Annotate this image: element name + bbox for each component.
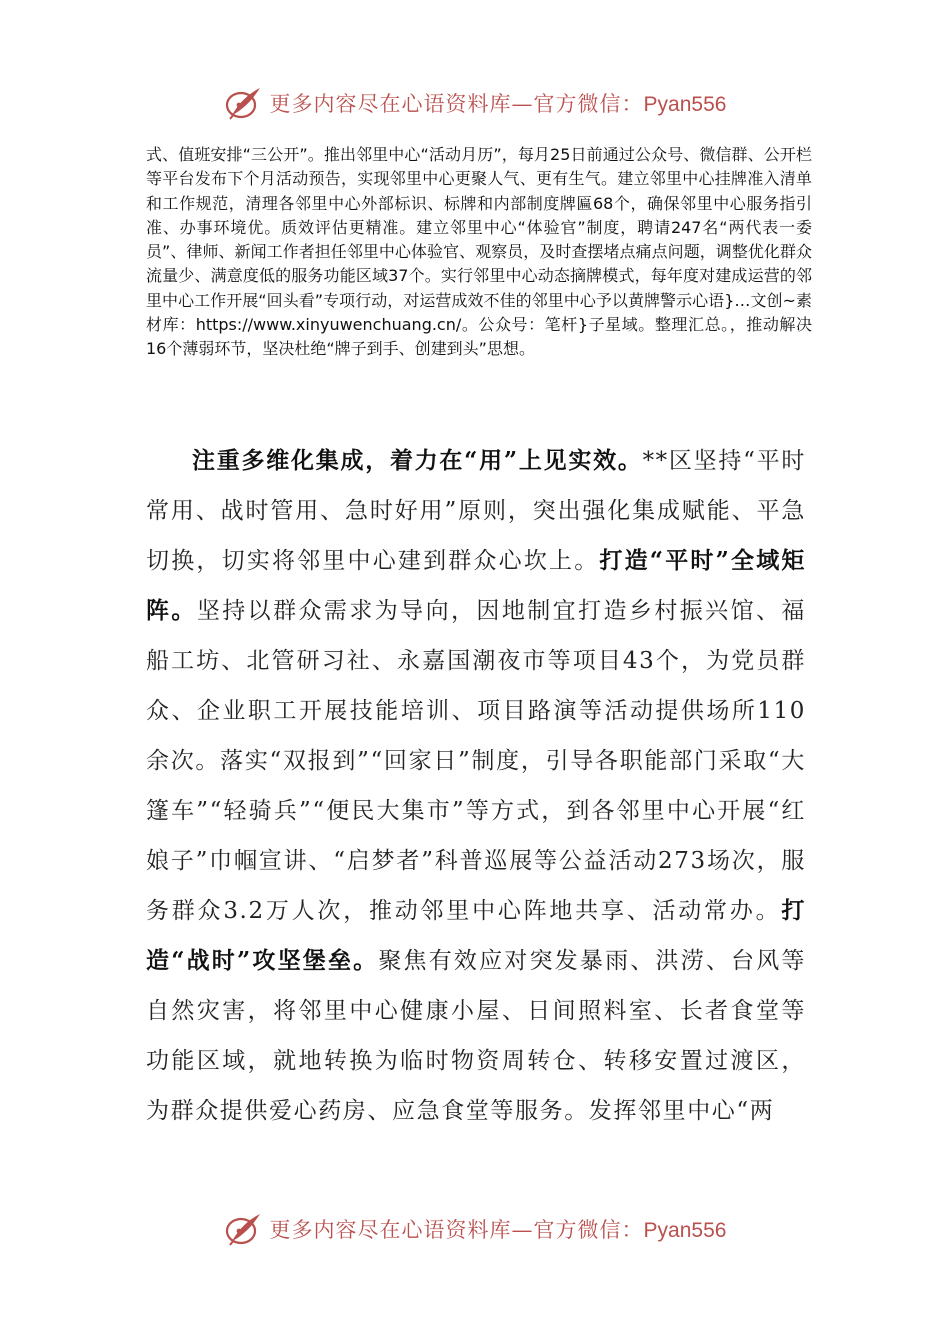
section-heading: 注重多维化集成，着力在“用”上见实效。: [192, 447, 643, 474]
watermark-text: 更多内容尽在心语资料库—官方微信：Pyan556: [269, 92, 727, 116]
subheading-peacetime: 打造“平时”全域矩阵。: [146, 547, 806, 624]
main-paragraph: [146, 436, 806, 1136]
subbody-peacetime: 坚持以群众需求为导向，因地制宜打造乡村振兴馆、福船工坊、北管研习社、永嘉国潮夜市等项目43个，为党员群众、企业职工开展技能培训、项目路演等活动提供场所110余次。落实“双报到”“回家日”制度，引导各职能部门采取“大篷车”“轻骑兵”“便民大集市”等方式，到各邻里中心开展“红娘子”巾帼宣讲、“启梦者”科普巡展等公益活动273场次，服务群众3.2万人次，推动邻里中心阵地共享、活动常办。: [146, 598, 807, 924]
quill-logo-icon: [224, 85, 264, 121]
body-section-main: [146, 436, 806, 1136]
quill-logo-icon: [224, 1211, 264, 1247]
subheading-wartime: 打造“战时”攻坚堡垒。: [146, 897, 806, 974]
watermark-banner-bottom: [0, 1204, 950, 1254]
subbody-wartime: 聚焦有效应对突发暴雨、洪涝、台风等自然灾害，将邻里中心健康小屋、日间照料室、长者食堂等功能区域，就地转换为临时物资周转仓、转移安置过渡区，为群众提供爱心药房、应急食堂等服务。发挥邻里中心“两: [146, 948, 806, 1124]
body-paragraph-top: 式、值班安排“三公开”。推出邻里中心“活动月历”，每月25日前通过公众号、微信群、公开栏等平台发布下个月活动预告，实现邻里中心更聚人气、更有生气。建立邻里中心挂牌准入清单和工作规范，清理各邻里中心外部标识、标牌和内部制度牌匾68个，确保邻里中心服务指引准、办事环境优。质效评估更精准。建立邻里中心“体验官”制度，聘请247名“两代表一委员”、律师、新闻工作者担任邻里中心体验官、观察员，及时查摆堵点痛点问题，调整优化群众流量少、满意度低的服务功能区域37个。实行邻里中心动态摘牌模式，每年度对建成运营的邻里中心工作开展“回头看”专项行动，对运营成效不佳的邻里中心予以黄牌警示心语}…文创~素材库：https://www.xinyuwenchuang.cn/。公众号：笔杆}子星域。整理汇总。，推动解决16个薄弱环节，坚决杜绝“牌子到手、创建到头”思想。: [146, 145, 812, 359]
watermark-banner-top: [0, 78, 950, 128]
watermark-text: 更多内容尽在心语资料库—官方微信：Pyan556: [269, 1218, 727, 1242]
section-intro: **区坚持“平时常用、战时管用、急时好用”原则，突出强化集成赋能、平急切换，切实将邻里中心建到群众心坎上。: [146, 448, 806, 574]
